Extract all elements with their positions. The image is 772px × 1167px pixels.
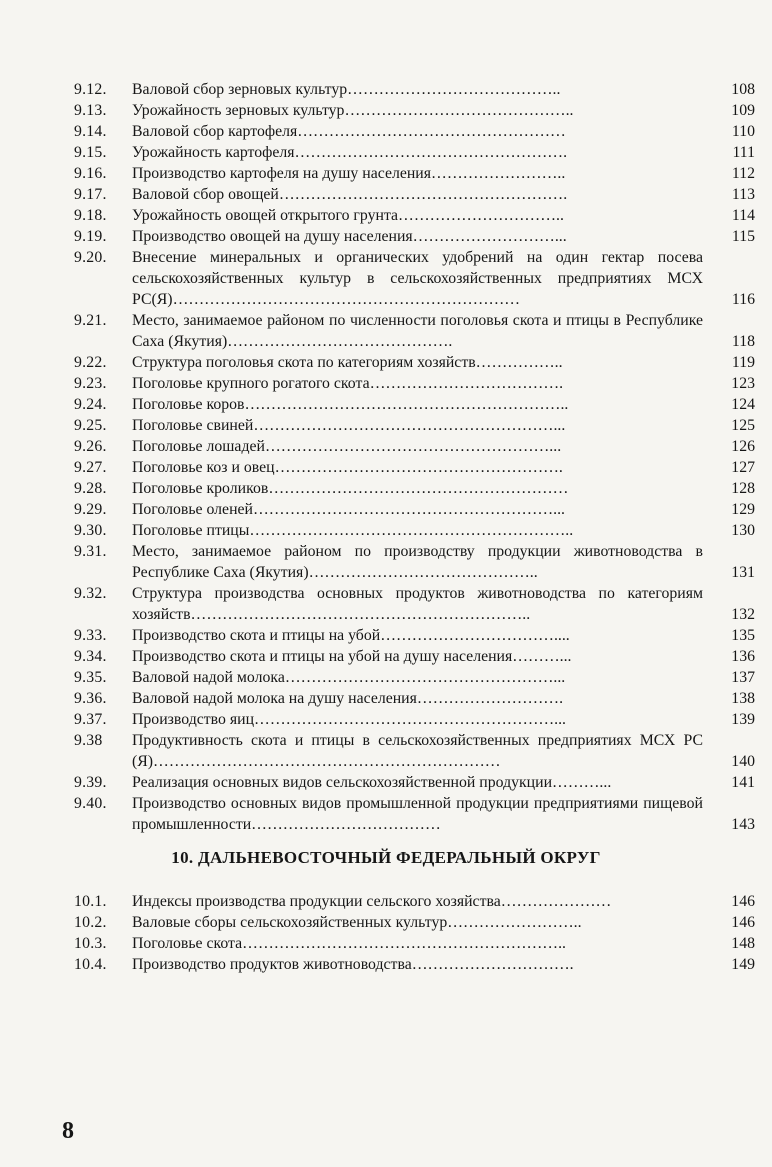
toc-entry [74, 772, 755, 793]
entry-number: 9.22. [74, 354, 107, 371]
entry-number: 9.29. [74, 501, 107, 518]
toc-entry [74, 121, 755, 142]
entry-title: Индексы производства продукции сельского хозяйства………………… [132, 893, 612, 910]
entry-title: Урожайность картофеля……………………………………………. [132, 144, 568, 161]
entry-number: 9.36. [74, 690, 107, 707]
entry-page: 119 [731, 354, 755, 371]
entry-number: 9.26. [74, 438, 107, 455]
entry-page: 109 [731, 102, 755, 119]
toc-entry [74, 912, 755, 933]
entry-number: 9.15. [74, 144, 107, 161]
entry-title: Поголовье крупного рогатого скота………………………………. [132, 375, 564, 392]
entry-page: 139 [731, 711, 755, 728]
toc-entry [74, 478, 755, 499]
entry-number: 9.31. [74, 543, 107, 560]
entry-page: 126 [731, 438, 755, 455]
entry-number: 9.13. [74, 102, 107, 119]
entry-number: 10.1. [74, 893, 107, 910]
entry-number: 9.21. [74, 312, 107, 329]
toc-entry [74, 100, 755, 121]
toc-entry [74, 394, 755, 415]
entry-number: 9.40. [74, 795, 107, 812]
entry-title: Урожайность овощей открытого грунта………………………….. [132, 207, 564, 224]
entry-title: Урожайность зерновых культур…………………………………….. [132, 102, 574, 119]
toc-entry [74, 730, 755, 772]
entry-number: 9.17. [74, 186, 107, 203]
toc-entry [74, 499, 755, 520]
entry-number: 9.38 [74, 732, 103, 749]
entry-page: 128 [731, 480, 755, 497]
entry-title: Структура поголовья скота по категориям хозяйств…………….. [132, 354, 563, 371]
entry-page: 111 [732, 144, 755, 161]
entry-title: Производство продуктов животноводства…………………………. [132, 956, 574, 973]
entry-page: 141 [731, 774, 755, 791]
entry-number: 9.39. [74, 774, 107, 791]
entry-title: Реализация основных видов сельскохозяйственной продукции………... [132, 774, 612, 791]
entry-title: Структура производства основных продуктов животноводства по категориям хозяйств……………………………………………………….. [132, 585, 703, 623]
entry-title: Производство овощей на душу населения………………………... [132, 228, 567, 245]
entry-page: 113 [731, 186, 755, 203]
entry-page: 132 [731, 606, 755, 623]
entry-title: Производство основных видов промышленной продукции предприятиями пищевой промышленности……………………………… [132, 795, 703, 833]
entry-title: Поголовье лошадей………………………………………………... [132, 438, 562, 455]
entry-title: Поголовье птицы…………………………………………………….. [132, 522, 574, 539]
entry-title: Продуктивность скота и птицы в сельскохозяйственных предприятиях МСХ РС (Я)………………………………………………………… [132, 732, 703, 770]
entry-title: Поголовье свиней…………………………………………………... [132, 417, 566, 434]
entry-title: Валовой надой молока на душу населения………………………. [132, 690, 564, 707]
entry-page: 146 [731, 893, 755, 910]
entry-number: 9.20. [74, 249, 107, 266]
entry-page: 140 [731, 753, 755, 770]
entry-title: Место, занимаемое районом по производству продукции животноводства в Республике Саха (Якутия)…………………………………….. [132, 543, 703, 581]
entry-title: Валовой сбор зерновых культур………………………………….. [132, 81, 561, 98]
entry-page: 116 [731, 291, 755, 308]
entry-title: Внесение минеральных и органических удобрений на один гектар посева сельскохозяйственных культур в сельскохозяйственных предприятиях МСХ РС(Я)………………………………………………………… [132, 249, 703, 308]
entry-number: 9.30. [74, 522, 107, 539]
entry-title: Поголовье оленей…………………………………………………... [132, 501, 565, 518]
entry-number: 9.32. [74, 585, 107, 602]
entry-title: Производство скота и птицы на убой…………………………….... [132, 627, 570, 644]
toc-entry [74, 352, 755, 373]
toc-entry [74, 226, 755, 247]
entry-page: 149 [731, 956, 755, 973]
entry-page: 124 [731, 396, 755, 413]
entry-number: 9.18. [74, 207, 107, 224]
toc-entry [74, 373, 755, 394]
entry-number: 9.14. [74, 123, 107, 140]
entry-title: Валовой сбор овощей………………………………………………. [132, 186, 568, 203]
entry-page: 131 [731, 564, 755, 581]
entry-number: 9.33. [74, 627, 107, 644]
entry-page: 136 [731, 648, 755, 665]
entry-number: 9.16. [74, 165, 107, 182]
entry-title: Поголовье кроликов………………………………………………… [132, 480, 569, 497]
entry-page: 137 [731, 669, 755, 686]
entry-number: 9.27. [74, 459, 107, 476]
toc-entry [74, 667, 755, 688]
entry-page: 112 [731, 165, 755, 182]
toc-entry [74, 688, 755, 709]
toc-entry [74, 205, 755, 226]
toc-entry [74, 933, 755, 954]
toc-entry [74, 891, 755, 912]
entry-number: 9.34. [74, 648, 107, 665]
entry-page: 130 [731, 522, 755, 539]
entry-page: 129 [731, 501, 755, 518]
toc-entry [74, 79, 755, 100]
entry-number: 9.24. [74, 396, 107, 413]
entry-title: Поголовье скота…………………………………………………….. [132, 935, 567, 952]
entry-title: Производство яиц…………………………………………………... [132, 711, 567, 728]
toc-entry [74, 436, 755, 457]
entry-page: 114 [731, 207, 755, 224]
entry-title: Валовые сборы сельскохозяйственных культур…………………….. [132, 914, 582, 931]
entry-page: 108 [731, 81, 755, 98]
entry-page: 138 [731, 690, 755, 707]
toc-entry [74, 520, 755, 541]
entry-number: 9.37. [74, 711, 107, 728]
entry-title: Поголовье коз и овец………………………………………………. [132, 459, 563, 476]
entry-page: 127 [731, 459, 755, 476]
entry-title: Валовой надой молока……………………………………………... [132, 669, 566, 686]
entry-page: 146 [731, 914, 755, 931]
toc-entry [74, 793, 755, 835]
toc-section-10 [74, 891, 755, 975]
toc-entry [74, 184, 755, 205]
entry-number: 9.19. [74, 228, 107, 245]
toc-entry [74, 954, 755, 975]
entry-number: 10.3. [74, 935, 107, 952]
entry-page: 148 [731, 935, 755, 952]
toc-entry [74, 625, 755, 646]
entry-page: 118 [731, 333, 755, 350]
entry-title: Поголовье коров…………………………………………………….. [132, 396, 569, 413]
entry-page: 143 [731, 816, 755, 833]
entry-page: 123 [731, 375, 755, 392]
toc-entry [74, 709, 755, 730]
toc-entry [74, 541, 755, 583]
entry-page: 125 [731, 417, 755, 434]
toc-entry [74, 247, 755, 310]
entry-title: Место, занимаемое районом по численности поголовья скота и птицы в Республике Саха (Якутия)……………………………………. [132, 312, 703, 350]
entry-number: 10.2. [74, 914, 107, 931]
toc-entry [74, 583, 755, 625]
entry-number: 9.25. [74, 417, 107, 434]
entry-title: Производство картофеля на душу населения…………………….. [132, 165, 566, 182]
toc-entry [74, 457, 755, 478]
entry-number: 9.12. [74, 81, 107, 98]
page-number: 8 [62, 1118, 74, 1144]
toc-entry [74, 415, 755, 436]
entry-page: 135 [731, 627, 755, 644]
entry-title: Производство скота и птицы на убой на душу населения………... [132, 648, 572, 665]
toc-entry [74, 163, 755, 184]
toc-section-9 [74, 79, 755, 835]
entry-title: Валовой сбор картофеля…………………………………………… [132, 123, 566, 140]
entry-page: 115 [731, 228, 755, 245]
entry-number: 9.23. [74, 375, 107, 392]
entry-number: 10.4. [74, 956, 107, 973]
section-heading: 10. ДАЛЬНЕВОСТОЧНЫЙ ФЕДЕРАЛЬНЫЙ ОКРУГ [171, 848, 601, 867]
toc-entry [74, 310, 755, 352]
entry-number: 9.28. [74, 480, 107, 497]
entry-number: 9.35. [74, 669, 107, 686]
toc-entry [74, 646, 755, 667]
toc-entry [74, 142, 755, 163]
entry-page: 110 [731, 123, 755, 140]
